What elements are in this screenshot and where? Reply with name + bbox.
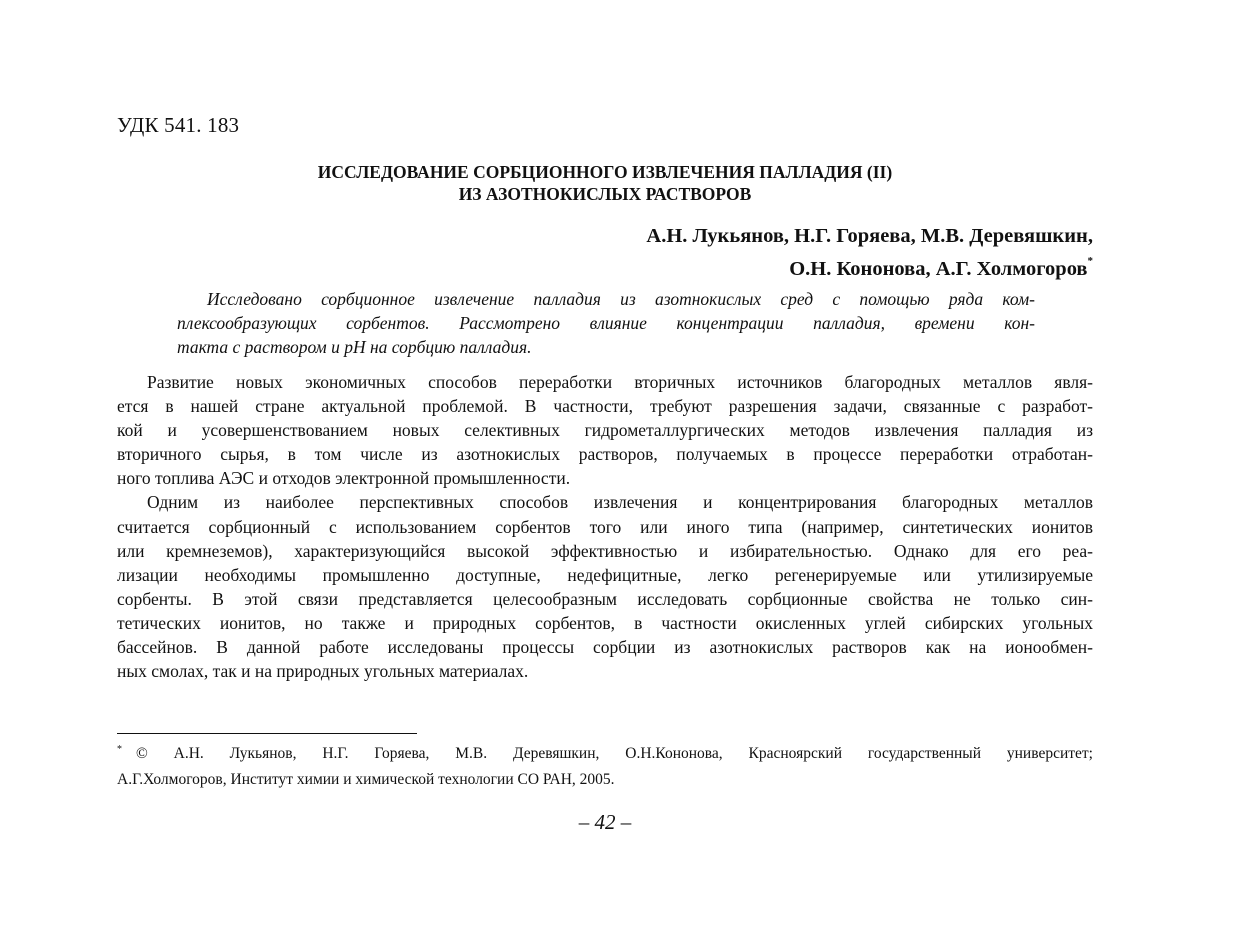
body-text (117, 370, 1093, 683)
body-line: ется в нашей стране актуальной проблемой. В частности, требуют разрешения задачи, связанные с разработ- (117, 396, 1093, 417)
body-line: лизации необходимы промышленно доступные, недефицитные, легко регенерируемые или утилизируемые (117, 564, 1093, 585)
authors (117, 222, 1093, 283)
abstract-line: плексообразующих сорбентов. Рассмотрено влияние концентрации палладия, времени кон- (177, 313, 1035, 333)
abstract (177, 287, 1035, 359)
body-line: сорбенты. В этой связи представляется целесообразным исследовать сорбционные свойства не только син- (117, 588, 1093, 609)
body-line: кой и усовершенствованием новых селективных гидрометаллургических методов извлечения палладия из (117, 420, 1093, 441)
title-line-2: ИЗ АЗОТНОКИСЛЫХ РАСТВОРОВ (458, 184, 752, 204)
abstract-line: Исследовано сорбционное извлечение палладия из азотнокислых сред с помощью ряда ком- (207, 289, 1035, 309)
page-number: – 42 – (578, 810, 632, 834)
footnote-line-2: А.Г.Холмогоров, Институт химии и химической технологии СО РАН, 2005. (117, 771, 615, 788)
udk-code: УДК 541. 183 (117, 113, 240, 137)
body-line: Одним из наиболее перспективных способов извлечения и концентрирования благородных металлов (147, 492, 1093, 513)
body-line: ных смолах, так и на природных угольных материалах. (117, 661, 529, 682)
footnote (117, 742, 1093, 792)
footnote-divider (117, 733, 417, 734)
body-line: считается сорбционный с использованием сорбентов того или иного типа (например, синтетических ионитов (117, 516, 1093, 537)
footnote-marker: * (1087, 255, 1093, 267)
body-line: или кремнеземов), характеризующийся высокой эффективностью и избирательностью. Однако для его реа- (117, 540, 1093, 561)
footnote-star: * (117, 744, 122, 755)
abstract-line: такта с раствором и рН на сорбцию палладия. (177, 337, 532, 357)
body-line: Развитие новых экономичных способов переработки вторичных источников благородных металлов явля- (147, 372, 1093, 392)
body-line: вторичного сырья, в том числе из азотнокислых растворов, получаемых в процессе переработки отработан- (117, 444, 1093, 465)
body-line: бассейнов. В данной работе исследованы процессы сорбции из азотнокислых растворов как на ионообмен- (117, 637, 1093, 658)
paper-title (117, 161, 1093, 205)
authors-line-2-wrap (117, 250, 1093, 283)
body-line: ного топлива АЭС и отходов электронной промышленности. (117, 468, 571, 489)
title-line-1: ИССЛЕДОВАНИЕ СОРБЦИОННОГО ИЗВЛЕЧЕНИЯ ПАЛЛАДИЯ (II) (317, 162, 893, 182)
authors-line-2: О.Н. Кононова, А.Г. Холмогоров (789, 257, 1088, 280)
authors-line-1: А.Н. Лукьянов, Н.Г. Горяева, М.В. Деревяшкин, (646, 225, 1093, 247)
footnote-line-1-wrap (117, 742, 1093, 768)
footnote-line-1: © А.Н. Лукьянов, Н.Г. Горяева, М.В. Деревяшкин, О.Н.Кононова, Красноярский государственный университет; (136, 745, 1093, 762)
body-line: тетических ионитов, но также и природных сорбентов, в частности окисленных углей сибирских угольных (117, 612, 1093, 633)
